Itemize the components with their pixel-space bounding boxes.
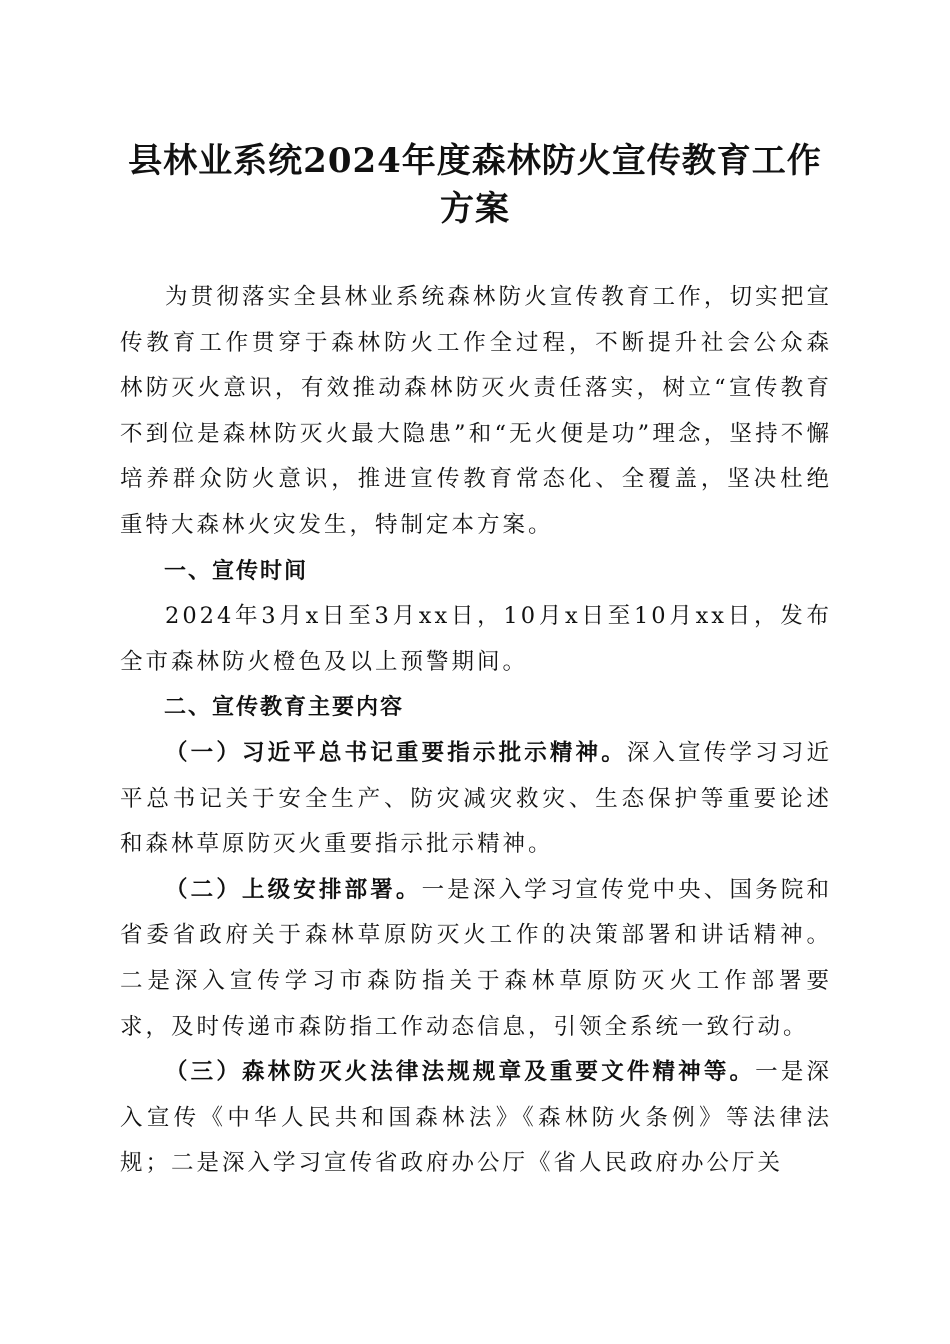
item-1-lead: （一）习近平总书记重要指示批示精神。 <box>165 739 627 766</box>
section-2-item-3 <box>120 1050 832 1187</box>
document-title-line-2: 方案 <box>440 189 510 229</box>
section-1-heading: 一、宣传时间 <box>164 558 309 584</box>
section-2-heading: 二、宣传教育主要内容 <box>164 695 405 721</box>
document-body <box>120 275 832 1187</box>
item-2-text: 一是深入学习宣传党中央、国务院和省委省政府关于森林草原防灭火工作的决策部署和讲话精神。二是深入宣传学习市森防指关于森林草原防灭火工作部署要求，及时传递市森防指工作动态信息，引领全系统一致行动。 <box>120 876 832 1040</box>
section-2-item-1 <box>120 731 832 868</box>
item-2-lead: （二）上级安排部署。 <box>165 876 422 903</box>
item-3-lead: （三）森林防灭火法律法规规章及重要文件精神等。 <box>165 1059 756 1086</box>
section-2-item-2 <box>120 868 832 1050</box>
item-1-text: 深入宣传学习习近平总书记关于安全生产、防灾减灾救灾、生态保护等重要论述和森林草原防灭火重要指示批示精神。 <box>120 739 832 858</box>
document-title-line-1: 县林业系统2024年度森林防火宣传教育工作 <box>128 141 822 181</box>
intro-paragraph: 为贯彻落实全县林业系统森林防火宣传教育工作，切实把宣传教育工作贯穿于森林防火工作全过程，不断提升社会公众森林防灭火意识，有效推动森林防灭火责任落实，树立“宣传教育不到位是森林防灭火最大隐患”和“无火便是功”理念，坚持不懈培养群众防火意识，推进宣传教育常态化、全覆盖，坚决杜绝重特大森林火灾发生，特制定本方案。 <box>120 284 832 538</box>
section-1-paragraph: 2024年3月x日至3月xx日，10月x日至10月xx日，发布全市森林防火橙色及以上预警期间。 <box>120 603 832 675</box>
item-3-text: 一是深入宣传《中华人民共和国森林法》《森林防火条例》等法律法规；二是深入学习宣传省政府办公厅《省人民政府办公厅关 <box>120 1059 832 1177</box>
